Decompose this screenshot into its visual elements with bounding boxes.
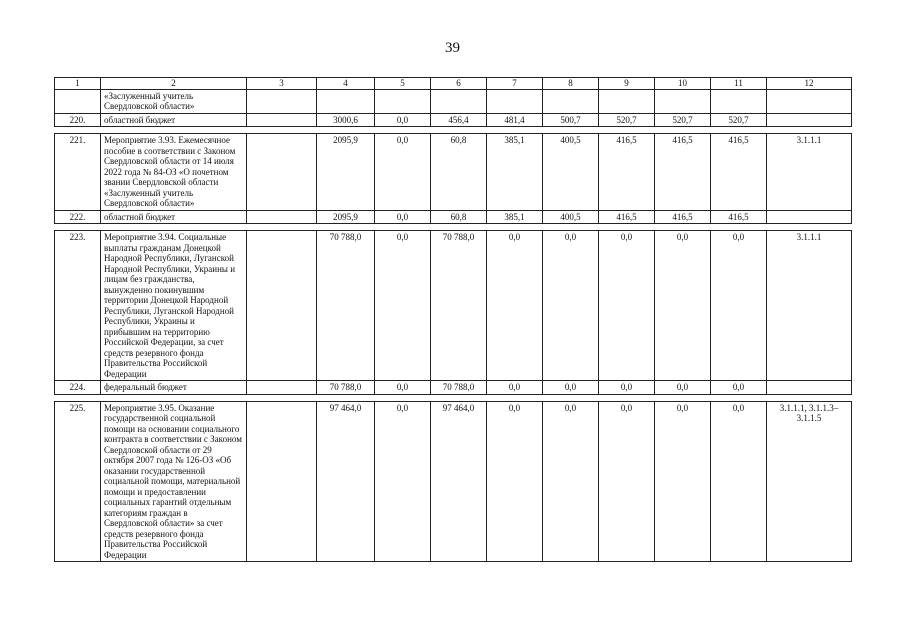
cell-c7: 0,0 [487, 401, 543, 562]
cell-c11: 0,0 [711, 401, 767, 562]
cell-c12 [767, 381, 852, 395]
cell-c3 [247, 401, 317, 562]
cell-c6: 97 464,0 [431, 401, 487, 562]
cell-c12 [767, 89, 852, 113]
cell-c4: 97 464,0 [317, 401, 375, 562]
cell-c12 [767, 113, 852, 127]
cell-c6: 456,4 [431, 113, 487, 127]
cell-c9: 520,7 [599, 113, 655, 127]
cell-c10: 0,0 [655, 231, 711, 381]
cell-c9 [599, 89, 655, 113]
header-cell: 11 [711, 78, 767, 90]
cell-c6: 60,8 [431, 210, 487, 224]
cell-c4: 2095,9 [317, 134, 375, 211]
header-cell: 4 [317, 78, 375, 90]
header-cell: 7 [487, 78, 543, 90]
cell-c12: 3.1.1.1 [767, 231, 852, 381]
cell-c7: 385,1 [487, 134, 543, 211]
cell-c3 [247, 89, 317, 113]
table-row [55, 401, 852, 562]
cell-c5: 0,0 [375, 381, 431, 395]
cell-desc: Мероприятие 3.93. Ежемесячное пособие в соответствии с Законом Свердловской области от 14 июля 2022 года № 84-ОЗ «О почетном звании Свердловской области «Заслуженный учитель Свердловской области» [101, 134, 247, 211]
cell-c8: 400,5 [543, 134, 599, 211]
cell-c11: 416,5 [711, 210, 767, 224]
cell-c10 [655, 89, 711, 113]
cell-c7: 0,0 [487, 231, 543, 381]
data-table [54, 77, 852, 562]
header-cell: 12 [767, 78, 852, 90]
cell-c8: 0,0 [543, 401, 599, 562]
header-cell: 9 [599, 78, 655, 90]
cell-c11 [711, 89, 767, 113]
cell-c3 [247, 134, 317, 211]
cell-c10: 0,0 [655, 401, 711, 562]
cell-c8: 0,0 [543, 381, 599, 395]
cell-c11: 0,0 [711, 381, 767, 395]
cell-c5: 0,0 [375, 113, 431, 127]
cell-c12: 3.1.1.1, 3.1.1.3–3.1.1.5 [767, 401, 852, 562]
table-row [55, 231, 852, 381]
cell-c6: 70 788,0 [431, 231, 487, 381]
header-cell: 8 [543, 78, 599, 90]
header-cell: 5 [375, 78, 431, 90]
cell-desc: федеральный бюджет [101, 381, 247, 395]
cell-c9: 416,5 [599, 134, 655, 211]
header-cell: 3 [247, 78, 317, 90]
cell-c8: 400,5 [543, 210, 599, 224]
cell-c9: 0,0 [599, 401, 655, 562]
cell-c5: 0,0 [375, 231, 431, 381]
table-row [55, 113, 852, 127]
header-row [55, 78, 852, 90]
cell-desc: «Заслуженный учитель Свердловской области» [101, 89, 247, 113]
cell-c9: 416,5 [599, 210, 655, 224]
cell-c10: 0,0 [655, 381, 711, 395]
cell-c4: 70 788,0 [317, 231, 375, 381]
cell-n [55, 89, 101, 113]
cell-c9: 0,0 [599, 231, 655, 381]
cell-n: 223. [55, 231, 101, 381]
header-cell: 10 [655, 78, 711, 90]
cell-c12 [767, 210, 852, 224]
cell-c12: 3.1.1.1 [767, 134, 852, 211]
cell-c5 [375, 89, 431, 113]
header-cell: 1 [55, 78, 101, 90]
spacer-cell [55, 224, 852, 231]
cell-c6: 60,8 [431, 134, 487, 211]
cell-c7: 481,4 [487, 113, 543, 127]
cell-c11: 520,7 [711, 113, 767, 127]
cell-c3 [247, 113, 317, 127]
row-spacer [55, 127, 852, 134]
cell-c5: 0,0 [375, 210, 431, 224]
spacer-cell [55, 394, 852, 401]
cell-c4: 3000,6 [317, 113, 375, 127]
cell-n: 221. [55, 134, 101, 211]
table-row [55, 134, 852, 211]
cell-desc: Мероприятие 3.94. Социальные выплаты гражданам Донецкой Народной Республики, Луганской Народной Республики, Украины и лицам без гражданства, вынужденно покинувшим территории Донецкой Народной Республики, Луганской Народной Республики, Украины и прибывшим на территорию Российской Федерации, за счет средств резервного фонда Правительства Российской Федерации [101, 231, 247, 381]
cell-c8 [543, 89, 599, 113]
cell-desc: областной бюджет [101, 113, 247, 127]
cell-n: 225. [55, 401, 101, 562]
cell-c10: 416,5 [655, 134, 711, 211]
cell-c11: 416,5 [711, 134, 767, 211]
spacer-cell [55, 127, 852, 134]
cell-c4: 70 788,0 [317, 381, 375, 395]
cell-c3 [247, 381, 317, 395]
table-row [55, 381, 852, 395]
header-cell: 2 [101, 78, 247, 90]
cell-c6: 70 788,0 [431, 381, 487, 395]
cell-c4: 2095,9 [317, 210, 375, 224]
cell-c7: 0,0 [487, 381, 543, 395]
table-row [55, 89, 852, 113]
cell-c7 [487, 89, 543, 113]
cell-c4 [317, 89, 375, 113]
cell-c10: 520,7 [655, 113, 711, 127]
cell-c8: 0,0 [543, 231, 599, 381]
cell-n: 220. [55, 113, 101, 127]
row-spacer [55, 394, 852, 401]
cell-desc: Мероприятие 3.95. Оказание государственной социальной помощи на основании социального контракта в соответствии с Законом Свердловской области от 29 октября 2007 года № 126-ОЗ «Об оказании государственной социальной помощи, материальной помощи и предоставлении социальных гарантий отдельным категориям граждан в Свердловской области» за счет средств резервного фонда Правительства Российской Федерации [101, 401, 247, 562]
header-cell: 6 [431, 78, 487, 90]
cell-n: 224. [55, 381, 101, 395]
cell-c11: 0,0 [711, 231, 767, 381]
cell-c7: 385,1 [487, 210, 543, 224]
cell-c8: 500,7 [543, 113, 599, 127]
cell-c9: 0,0 [599, 381, 655, 395]
cell-c3 [247, 210, 317, 224]
cell-desc: областной бюджет [101, 210, 247, 224]
cell-c10: 416,5 [655, 210, 711, 224]
cell-c5: 0,0 [375, 401, 431, 562]
cell-c5: 0,0 [375, 134, 431, 211]
cell-n: 222. [55, 210, 101, 224]
table-row [55, 210, 852, 224]
row-spacer [55, 224, 852, 231]
page-number: 39 [445, 40, 460, 56]
cell-c6 [431, 89, 487, 113]
cell-c3 [247, 231, 317, 381]
